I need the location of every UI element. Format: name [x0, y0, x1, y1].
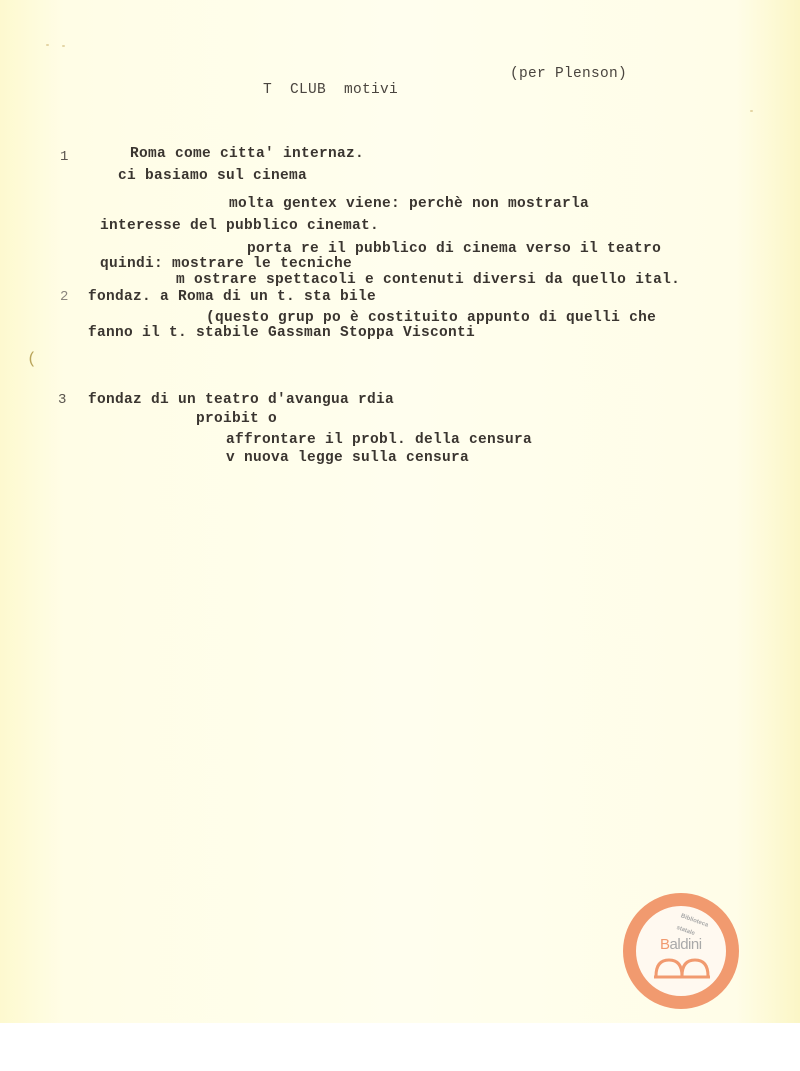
item-1-line-7: m ostrare spettacoli e contenuti diversi da quello ital. [176, 272, 681, 288]
item-1-line-4: interesse del pubblico cinemat. [100, 218, 380, 234]
document-title: T CLUB motivi [263, 82, 399, 98]
paper-speck [62, 45, 65, 47]
stamp-line-1: Biblioteca [679, 913, 709, 929]
paper-speck [46, 44, 49, 46]
stamp-brand: Baldini [660, 936, 702, 953]
stamp-line-2: statale [675, 924, 696, 938]
item-1-line-3: molta gentex viene: perchè non mostrarla [229, 196, 590, 212]
item-number-3: 3 [58, 392, 67, 408]
item-3-line-1: fondaz di un teatro d'avangua rdia [88, 392, 395, 408]
item-2-line-2: (questo grup po è costituito appunto di quelli che [206, 310, 657, 326]
margin-mark: ( [27, 350, 37, 368]
item-3-line-2: proibit o [196, 411, 278, 427]
item-1-line-5: porta re il pubblico di cinema verso il teatro [247, 241, 662, 257]
item-1-line-2: ci basiamo sul cinema [118, 168, 308, 184]
item-1-line-1: Roma come citta' internaz. [130, 146, 365, 162]
item-number-2: 2 [60, 289, 69, 305]
item-number-1: 1 [60, 149, 69, 165]
item-3-line-3: affrontare il probl. della censura [226, 432, 533, 448]
item-1-line-6: quindi: mostrare le tecniche [100, 256, 353, 272]
item-3-line-4: v nuova legge sulla censura [226, 450, 470, 466]
open-book-icon [652, 956, 712, 980]
item-2-line-3: fanno il t. stabile Gassman Stoppa Visconti [88, 325, 476, 341]
paper-speck [750, 110, 753, 112]
header-note: (per Plenson) [510, 66, 628, 82]
item-2-line-1: fondaz. a Roma di un t. sta bile [88, 289, 377, 305]
library-stamp [623, 893, 739, 1009]
